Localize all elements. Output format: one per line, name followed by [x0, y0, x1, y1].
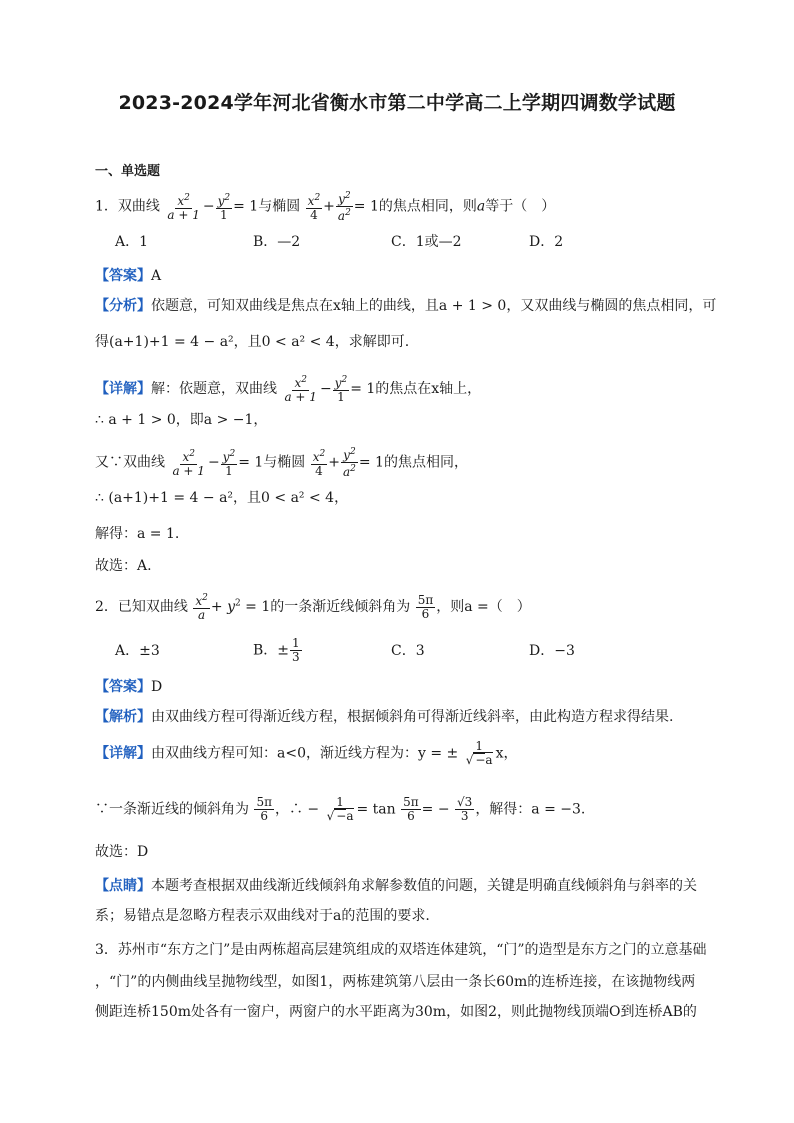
fraction: $\frac{1}{3}$: [292, 636, 300, 664]
q1-detail-6: 故选：A.: [95, 558, 152, 574]
option-d[interactable]: D．−3: [529, 642, 575, 659]
option-a[interactable]: A．±3: [115, 642, 160, 659]
fraction: $\frac{y^2}{1}$: [334, 375, 348, 404]
q1-analysis-cont: 得(a+1)+1 = 4 − a²，且0 < a² < 4，求解即可.: [95, 334, 410, 350]
q2-detail-3: 故选：D: [95, 844, 149, 860]
fraction: $\frac{x^2}{4}$: [312, 448, 326, 478]
fraction: $\frac{5\pi}{6}$: [403, 795, 419, 823]
q1-options: [115, 232, 667, 252]
page-title: 2023-2024学年河北省衡水市第二中学高二上学期四调数学试题: [118, 92, 676, 114]
fraction: $\frac{5\pi}{6}$: [256, 795, 272, 823]
section-heading: 一、单选题: [95, 164, 161, 179]
option-c[interactable]: C．1或—2: [391, 234, 462, 250]
q1-analysis: 【分析】依题意，可知双曲线是焦点在x轴上的曲线，且a + 1 > 0，又双曲线与椭圆的焦点相同，可: [95, 298, 717, 314]
q3-line-3: 侧距连桥150m处各有一窗户，两窗户的水平距离为30m，如图2，则此抛物线顶端O到连桥AB的: [95, 1004, 697, 1020]
q1-detail-2: ∴ a + 1 > 0，即a > −1，: [95, 412, 268, 428]
q2-stem: 2．已知双曲线 $\frac{x^2}{a}$ + $y^2 = 1$的一条渐近线倾斜角为 $\frac{5\pi}{6}$ ，则a =（ ）: [95, 592, 531, 622]
fraction: $\frac{y^2}{1}$: [222, 448, 236, 478]
fraction: $\frac{y^2}{a^2}$: [342, 447, 356, 479]
option-b[interactable]: B．± $\frac{1}{3}$: [253, 636, 300, 664]
q1-detail-3: 又∵双曲线 $\frac{x^2}{a + 1}$ − $\frac{y^2}{1}$ = 1与椭圆 $\frac{x^2}{4}$ + $\frac{y^2}{a^2}$ = 1的焦点相同，: [95, 447, 468, 479]
fraction: $\frac{x^2}{4}$: [307, 192, 321, 222]
fraction: $\frac{√3}{3}$: [457, 795, 473, 823]
fraction: $\frac{y^2}{a^2}$: [337, 191, 351, 223]
q3-line-1: 3．苏州市“东方之门”是由两栋超高层建筑组成的双塔连体建筑，“门”的造型是东方之门的立意基础: [95, 942, 707, 958]
q2-answer: 【答案】D: [95, 679, 163, 695]
q2-detail-2: ∵一条渐近线的倾斜角为 $\frac{5\pi}{6}$ ，∴ − $\frac{1}{√ -a}$ = tan $\frac{5\pi}{6}$ = − $\frac{√3}{3}$ ，解得：a = −3.: [95, 795, 586, 823]
q1-detail-1: 【详解】解：依题意，双曲线 $\frac{x^2}{a + 1}$ − $\frac{y^2}{1}$ = 1的焦点在x轴上，: [95, 375, 482, 404]
fraction: $\frac{1}{√ -a}$: [326, 795, 354, 823]
q2-options: [115, 637, 667, 664]
option-d[interactable]: D．2: [529, 234, 564, 250]
q1-detail-4: ∴ (a+1)+1 = 4 − a²，且0 < a² < 4，: [95, 490, 349, 506]
option-c[interactable]: C．3: [391, 642, 425, 659]
fraction: $\frac{x^2}{a + 1}$: [172, 448, 205, 478]
q2-analysis: 【解析】由双曲线方程可得渐近线方程，根据倾斜角可得渐近线斜率，由此构造方程求得结果.: [95, 709, 674, 725]
q1-answer: 【答案】A: [95, 268, 162, 284]
fraction: $\frac{5\pi}{6}$: [417, 592, 434, 621]
fraction: $\frac{1}{√ -a}$: [465, 739, 493, 767]
fraction: $\frac{x^2}{a + 1}$: [167, 192, 200, 222]
q2-detail-1: 【详解】由双曲线方程可知：a<0，渐近线方程为：y = ± $\frac{1}{√ -a}$ x，: [95, 739, 518, 767]
q1-detail-5: 解得：a = 1.: [95, 526, 180, 542]
q2-comment-cont: 系；易错点是忽略方程表示双曲线对于a的范围的要求.: [95, 908, 430, 924]
q3-line-2: ，“门”的内侧曲线呈抛物线型，如图1，两栋建筑第八层由一条长60m的连桥连接，在该抛物线两: [95, 974, 696, 990]
fraction: $\frac{x^2}{a + 1}$: [284, 375, 317, 404]
option-b[interactable]: B．—2: [253, 234, 301, 250]
option-a[interactable]: A．1: [115, 234, 149, 250]
fraction: $\frac{y^2}{1}$: [217, 192, 231, 222]
q2-comment: 【点睛】本题考查根据双曲线渐近线倾斜角求解参数值的问题，关键是明确直线倾斜角与斜率的关: [95, 878, 697, 894]
fraction: $\frac{x^2}{a}$: [195, 593, 208, 622]
q1-stem: 1．双曲线 $\frac{x^2}{a + 1}$ − $\frac{y^2}{1}$ = 1与椭圆 $\frac{x^2}{4}$ + $\frac{y^2}{a^2}$ = 1的焦点相同，则a等于（ ）: [95, 191, 556, 223]
